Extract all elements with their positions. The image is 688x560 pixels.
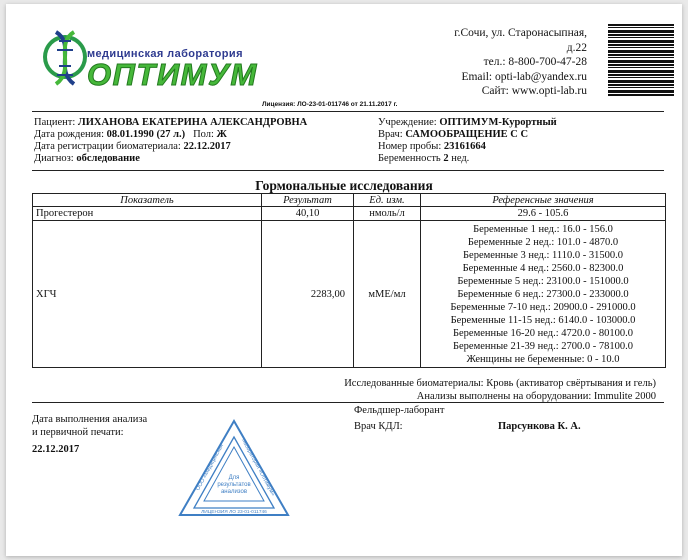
patient-dob-row: Дата рождения: 08.01.1990 (27 л.) Пол: Ж [34,129,227,140]
patient-info [34,117,307,165]
header-result: Результат [262,194,354,207]
date-label-1: Дата выполнения анализа [32,414,148,425]
lab-stamp [176,417,292,521]
table-row [33,221,666,368]
website: Сайт: www.opti-lab.ru [481,85,587,97]
header-unit: Ед. изм. [354,194,421,207]
stamp-inner-3: анализов [220,489,248,495]
stamp-left-text: ООО «Медицинская [195,443,226,492]
reference-line: Женщины не беременные: 0 - 10.0 [466,354,620,365]
doctor: САМООБРАЩЕНИЕ С С [405,129,529,140]
section-title: Гормональные исследования [255,178,433,193]
patient-name-row: Пациент: ЛИХАНОВА ЕКАТЕРИНА АЛЕКСАНДРОВНА [34,117,308,128]
stamp-bottom-text: ЛИЦЕНЗИЯ ЛО 23-01-011746 [201,510,267,515]
lab-name: ОПТИМУМ [87,57,258,92]
dna-logo-icon [42,26,88,88]
stamp-right-text: лаборатория «Оптимум» [240,437,276,498]
patient-sex: Ж [216,129,227,140]
reference-line: Беременные 1 нед.: 16.0 - 156.0 [473,224,613,235]
reference-line: Беременные 6 нед.: 27300.0 - 233000.0 [457,289,629,300]
lab-contacts [454,26,587,99]
patient-dob: 08.01.1990 (27 л.) [106,129,186,140]
reference-line: Беременные 5 нед.: 23100.0 - 151000.0 [457,276,629,287]
reference-value: 29.6 - 105.6 [421,207,666,221]
address-line-2: д.22 [566,41,587,54]
registration-date: 22.12.2017 [183,141,231,152]
reference-values [421,221,666,368]
pregnancy-weeks: 2 [443,153,449,164]
notes-divider [32,402,664,403]
doctor-kdl-label: Врач КДЛ: [354,421,403,432]
header-divider [32,111,664,112]
biomaterial-note: Исследованные биоматериалы: Кровь (активатор свёртывания и гель) [344,378,656,389]
info-divider [32,170,664,171]
header-reference: Референсные значения [421,194,666,207]
registration-row: Дата регистрации биоматериала: 22.12.2017 [34,141,231,152]
document-page [6,4,682,556]
execution-date-block [32,413,147,456]
reference-line: Беременные 4 нед.: 2560.0 - 82300.0 [462,263,624,274]
pregnancy-row: Беременность 2 нед. [378,153,470,164]
institution: ОПТИМУМ-Курортный [439,117,557,128]
paramedic-label: Фельдшер-лаборант [354,405,445,416]
indicator-name: ХГЧ [33,221,262,368]
barcode [608,24,674,96]
result-value: 40,10 [262,207,354,221]
doctor-kdl-name: Парсункова К. А. [498,421,581,432]
reference-line: Беременные 2 нед.: 101.0 - 4870.0 [467,237,619,248]
table-row [33,207,666,221]
phone: тел.: 8-800-700-47-28 [483,56,587,68]
stamp-inner-2: результатов [217,482,251,488]
equipment-note: Анализы выполнены на оборудовании: Immulite 2000 [416,391,656,402]
lab-subtitle: медицинская лаборатория [87,48,243,60]
reference-line: Беременные 21-39 нед.: 2700.0 - 78100.0 [452,341,633,352]
diagnosis: обследование [76,153,140,164]
reference-line: Беременные 7-10 нед.: 20900.0 - 291000.0 [450,302,636,313]
patient-name: ЛИХАНОВА ЕКАТЕРИНА АЛЕКСАНДРОВНА [77,117,308,128]
institution-row: Учреждение: ОПТИМУМ-Курортный [378,117,557,128]
lab-brand [87,48,258,93]
address-line-1: г.Сочи, ул. Старонасыпная, [454,27,587,39]
table-header-row [33,194,666,207]
results-table [32,193,666,368]
result-value: 2283,00 [262,221,354,368]
reference-line: Беременные 11-15 нед.: 6140.0 - 103000.0 [450,315,636,326]
order-info [378,117,557,165]
analysis-notes [344,377,656,403]
doctor-row: Врач: САМООБРАЩЕНИЕ С С [378,129,529,140]
license-number: Лицензия: ЛО-23-01-011746 от 21.11.2017 г. [262,101,398,108]
sample-row: Номер пробы: 23161664 [378,141,486,152]
execution-date: 22.12.2017 [32,444,80,455]
reference-line: Беременные 16-20 нед.: 4720.0 - 80100.0 [452,328,633,339]
header-indicator: Показатель [33,194,262,207]
stamp-inner-1: Для [228,475,240,481]
email: Email: opti-lab@yandex.ru [461,70,587,83]
unit: нмоль/л [354,207,421,221]
indicator-name: Прогестерон [33,207,262,221]
sample-number: 23161664 [443,141,486,152]
unit: мМЕ/мл [354,221,421,368]
reference-line: Беременные 3 нед.: 1110.0 - 31500.0 [463,250,623,261]
date-label-2: и первичной печати: [32,427,124,438]
diagnosis-row: Диагноз: обследование [34,153,140,164]
